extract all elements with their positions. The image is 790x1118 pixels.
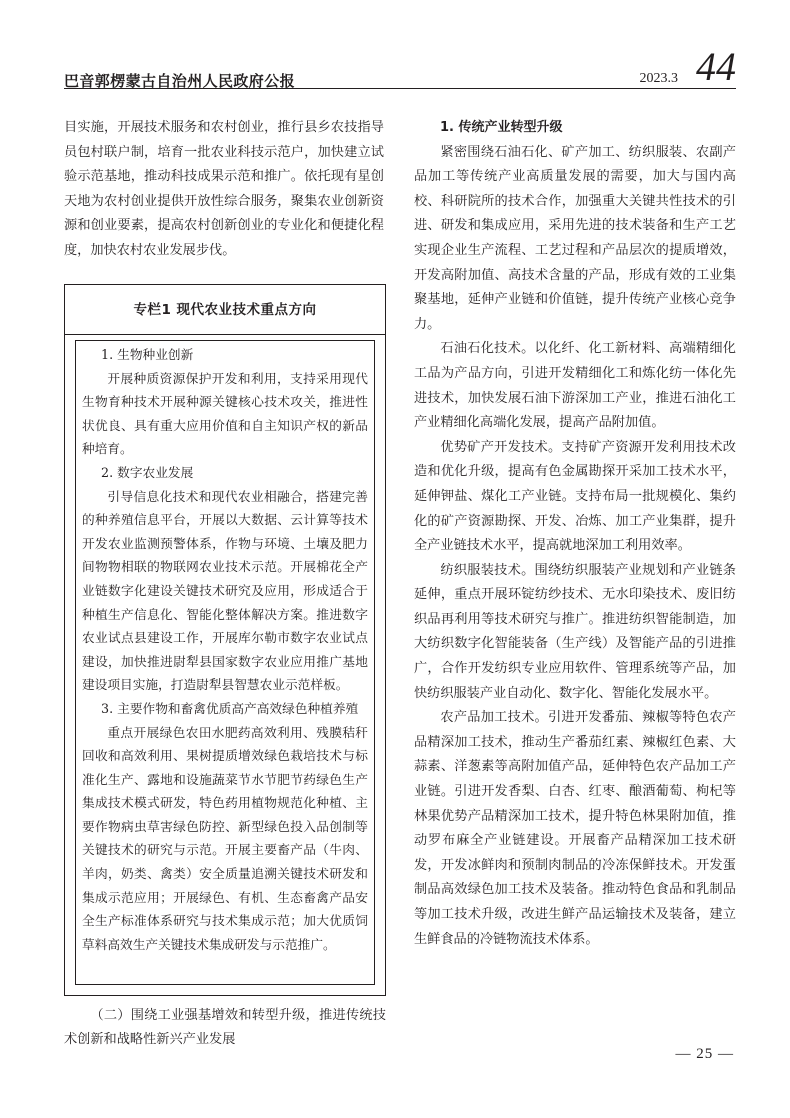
right-paragraph: 紧密围绕石油石化、矿产加工、纺织服装、农副产品加工等传统产业高质量发展的需要，加大与国内高校、科研院所的技术合作，加强重大关键共性技术的引进、研发和集成应用，采用先进的技术装备和生产工艺实现企业生产流程、工艺过程和产品层次的提质增效，开发高附加值、高技术含量的产品，形成有效的工业集聚基地，延伸产业链和价值链，提升传统产业核心竞争力。 (414, 144, 736, 332)
box-title: 专栏1 现代农业技术重点方向 (65, 285, 385, 335)
right-column (414, 116, 736, 952)
right-paragraph: 纺织服装技术。围绕纺织服装产业规划和产业链条延伸，重点开展环锭纺纱技术、无水印染技术、废旧纺织品再利用等技术研究与推广。推进纺织智能制造，加大纺织数字化智能装备（生产线）及智能产品的引进推广，合作开发纺织专业应用软件、管理系统等产品，加快纺织服装产业自动化、数字化、智能化发展水平。 (414, 562, 736, 701)
right-paragraph: 农产品加工技术。引进开发番茄、辣椒等特色农产品精深加工技术，推动生产番茄红素、辣椒红色素、大蒜素、洋葱素等高附加值产品，延伸特色农产品加工产业链。引进开发香梨、白杏、红枣、酿酒葡萄、枸杞等林果优势产品精深加工技术，提升特色林果附加值，推动罗布麻全产业链建设。开展畜产品精深加工技术研发，开发冰鲜肉和预制肉制品的冷冻保鲜技术。开发蛋制品高效绿色加工技术及装备。推动特色食品和乳制品等加工技术升级，改进生鲜产品运输技术及装备，建立生鲜食品的冷链物流技术体系。 (414, 710, 736, 947)
section-heading-block (64, 1004, 386, 1052)
box-item-text: 引导信息化技术和现代农业相融合，搭建完善的种养殖信息平台，开展以大数据、云计算等技术开发农业监测预警体系，作物与环境、土壤及肥力间物物相联的物联网农业技术示范。开展棉花全产业链数字化建设关键技术研究及应用，形成适合于种植生产信息化、智能化整体解决方案。推进数字农业试点县建设工作，开展库尔勒市数字农业试点建设，加快推进尉犁县国家数字农业应用推广基地建设项目实施，打造尉犁县智慧农业示范样板。 (82, 488, 368, 693)
page-number: — 25 — (675, 1046, 734, 1062)
issue-date: 2023.3 (639, 71, 678, 86)
left-column (64, 116, 384, 264)
publication-title: 巴音郭楞蒙古自治州人民政府公报 (64, 72, 296, 90)
page-header (64, 44, 736, 90)
section-heading: （二）围绕工业强基增效和转型升级，推进传统技术创新和战略性新兴产业发展 (64, 1008, 386, 1047)
right-paragraph: 石油石化技术。以化纤、化工新材料、高端精细化工品为产品方向，引进开发精细化工和炼化纺一体化先进技术，加快发展石油下游深加工产业，推进石油化工产业精细化高端化发展，提高产品附加值。 (414, 341, 736, 431)
box-item-title: 3. 主要作物和畜禽优质高产高效绿色种植养殖 (101, 700, 359, 716)
box-item-title: 1. 生物种业创新 (101, 347, 194, 362)
subsection-title: 1. 传统产业转型升级 (440, 120, 563, 135)
issue-number: 44 (696, 44, 736, 89)
box-item-title: 2. 数字农业发展 (101, 464, 194, 480)
box-content (75, 340, 375, 985)
box-item-text: 开展种质资源保护开发和利用，支持采用现代生物育种技术开展种源关键核心技术攻关，推进性状优良、具有重大应用价值和自主知识产权的新品种培育。 (82, 370, 368, 457)
header-divider (64, 88, 736, 89)
box-item-text: 重点开展绿色农田水肥药高效利用、残膜秸秆回收和高效利用、果树提质增效绿色栽培技术与标准化生产、露地和设施蔬菜节水节肥节药绿色生产集成技术模式研发，特色药用植物规范化种植、主要作物病虫草害绿色防控、新型绿色投入品创制等关键技术的研究与示范。开展主要畜产品（牛肉、羊肉，奶类、禽类）安全质量追溯关键技术研发和集成示范应用；开展绿色、有机、生态畜禽产品安全生产标准体系研究与技术集成示范；加大优质饲草料高效生产关键技术集成研发与示范推广。 (82, 724, 368, 952)
left-paragraph: 目实施，开展技术服务和农村创业，推行县乡农技指导员包村联户制，培育一批农业科技示范户，加快建立试验示范基地，推动科技成果示范和推广。依托现有星创天地为农村创业提供开放性综合服务，聚集农业创新资源和创业要素，提高农村创新创业的专业化和便捷化程度，加快农村农业发展步伐。 (64, 120, 384, 258)
right-paragraph: 优势矿产开发技术。支持矿产资源开发利用技术改造和优化升级，提高有色金属勘探开采加工技术水平，延伸钾盐、煤化工产业链。支持布局一批规模化、集约化的矿产资源勘探、开发、冶炼、加工产业集群，提升全产业链技术水平，提高就地深加工利用效率。 (414, 439, 736, 554)
sidebar-box (64, 284, 386, 996)
